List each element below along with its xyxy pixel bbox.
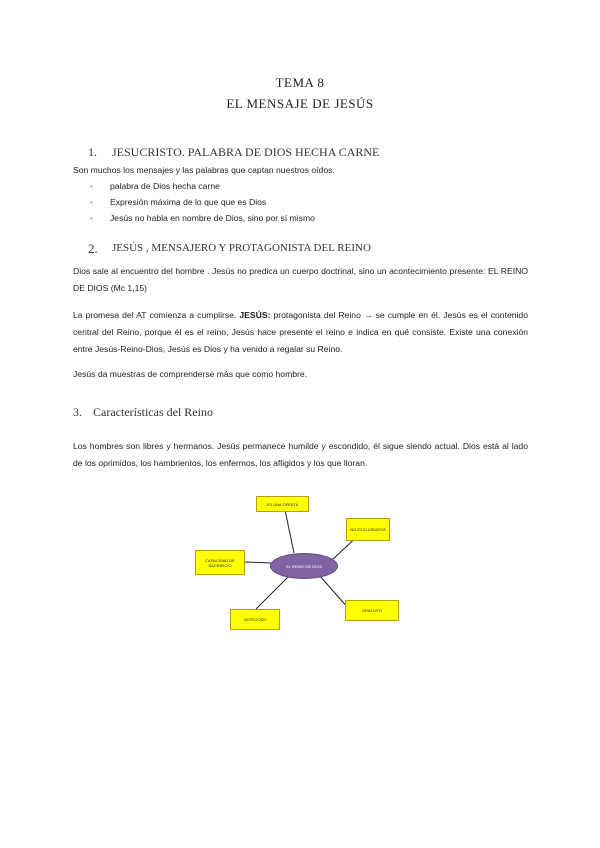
section-3-paragraph: Los hombres son libres y hermanos. Jesús permanece humilde y escondido, él sigue siendo actual. Dios está al lado de los oprimidos, los hambrientos, los enfermos, los afligidos y los que lloran. xyxy=(73,441,528,468)
section-title: JESUCRISTO. PALABRA DE DIOS HECHA CARNE xyxy=(112,145,380,159)
diagram-box-gratuito: GRATUITO xyxy=(345,600,399,621)
section-number: 3. xyxy=(73,405,82,419)
section-1-intro: Son muchos los mensajes y las palabras que captan nuestros oídos. xyxy=(73,165,335,175)
list-item: - Jesús no habla en nombre de Dios, sino por sí mismo xyxy=(90,213,315,223)
page-title: TEMA 8 xyxy=(275,75,325,90)
section-title: Características del Reino xyxy=(93,405,213,419)
page-subtitle: EL MENSAJE DE JESÚS xyxy=(226,96,374,111)
section-2-paragraph-1: Dios sale al encuentro del hombre . Jesús no predica un cuerpo doctrinal, sino un acontecimiento presente: EL REINO DE DIOS (Mc 1,15) xyxy=(73,266,528,293)
section-2-paragraph-2: La promesa del AT comienza a cumplirse. JESÚS: protagonista del Reino → se cumple en él. Jesús es el contenido central del Reino, porque él es el reino, Jesús hace presente el reino e indica en qué consiste. Existe una conexión entre Jesús-Reino-Dios, Jesús es Dios y ha venido a regalar su Reino. xyxy=(73,310,528,354)
section-title: JESÚS , MENSAJERO Y PROTAGONISTA DEL REINO xyxy=(112,242,371,254)
section-number: 2. xyxy=(88,241,98,256)
section-number: 1. xyxy=(88,145,97,159)
list-item: - palabra de Dios hecha carne xyxy=(90,181,220,191)
diagram-box-noticioso: NOTICIOSO xyxy=(230,609,280,630)
diagram-center-node: EL REINO DE DIOS xyxy=(270,553,338,579)
section-2-paragraph-3: Jesús da muestras de comprenderse más que como hombre. xyxy=(73,369,308,379)
list-item: - Expresión máxima de lo que que es Dios xyxy=(90,197,267,207)
diagram-box-oferta: ES UNA OFERTA xyxy=(256,496,309,512)
diagram-box-no-exclusivista: NO EXCLUSIVISTA xyxy=(346,518,390,541)
diagram-box-sacrificio: CAPACIDAD DE SACRIFICIO xyxy=(195,550,245,575)
